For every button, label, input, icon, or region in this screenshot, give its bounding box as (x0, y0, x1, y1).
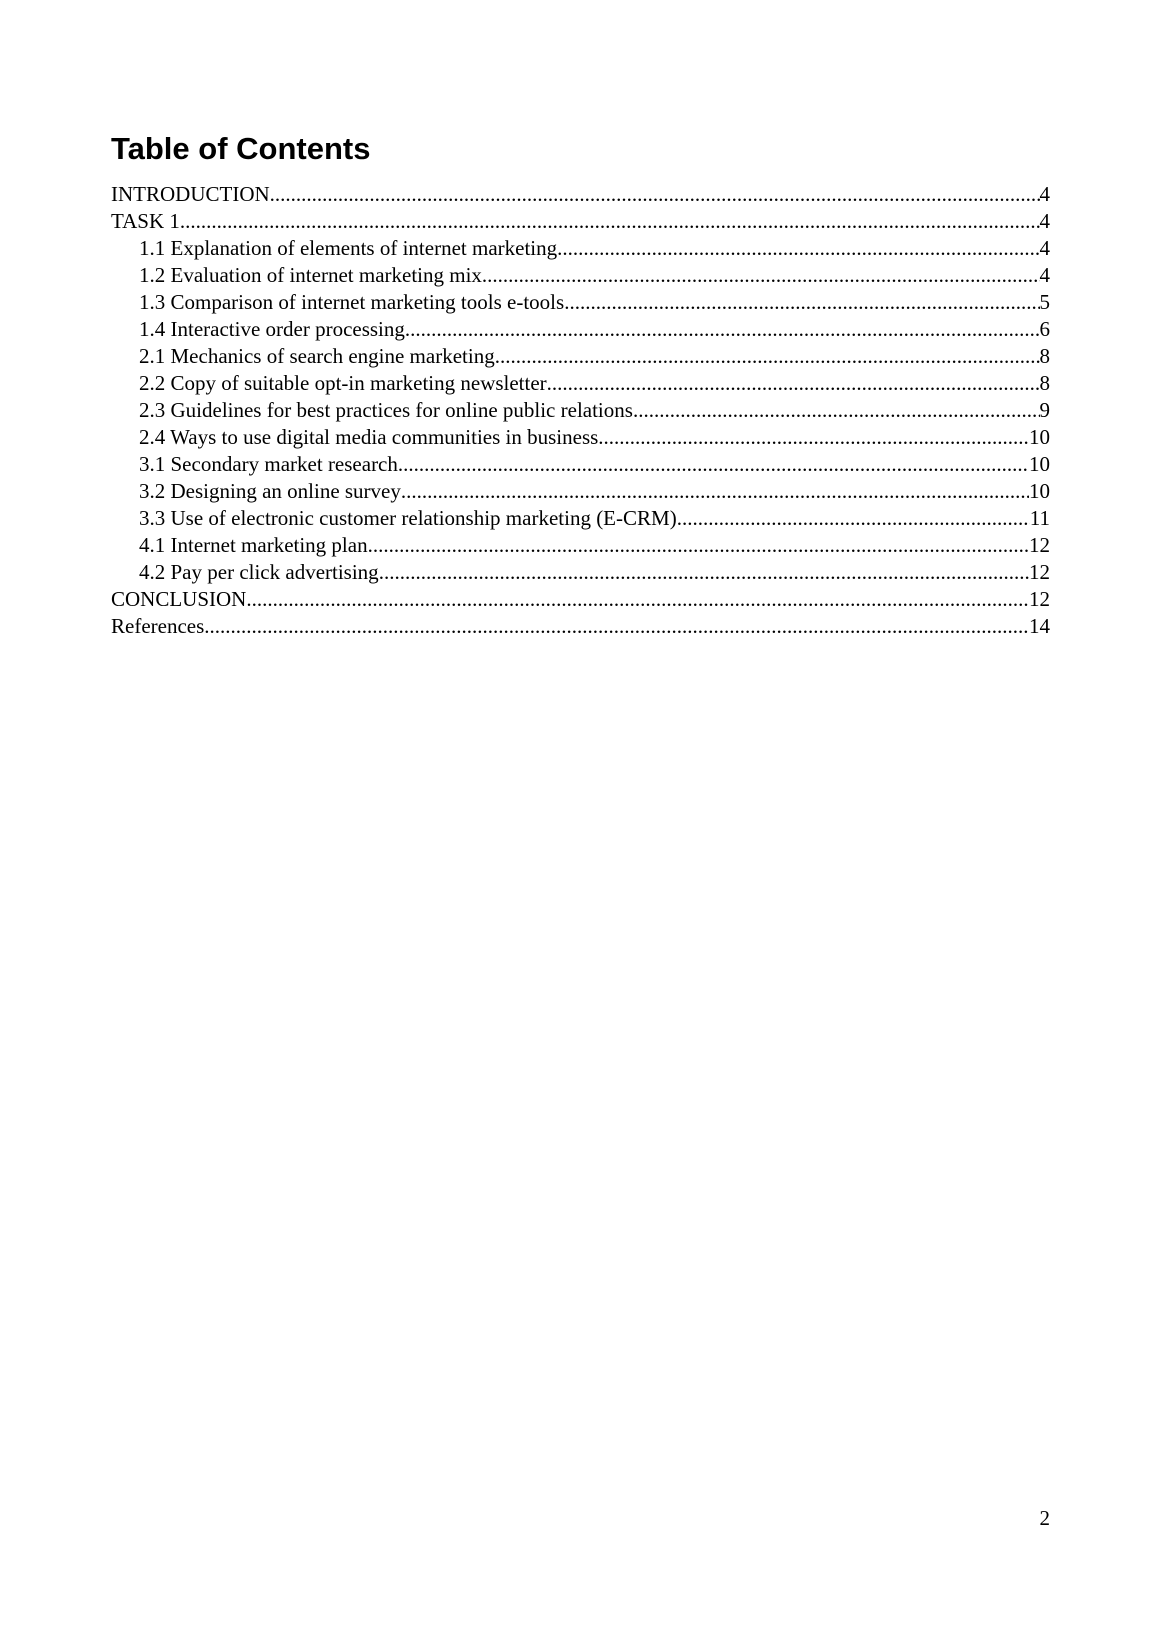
toc-entry-conclusion[interactable] (111, 586, 1050, 613)
toc-entry-page: 12 (1029, 533, 1050, 557)
toc-entry-text: 2.3 Guidelines for best practices for online public relations (139, 398, 633, 422)
toc-entry-2-1[interactable] (111, 343, 1050, 370)
toc-dot-leader (401, 478, 1029, 505)
toc-entry-2-4[interactable] (111, 424, 1050, 451)
toc-dot-leader (270, 181, 1040, 208)
toc-entry-text: TASK 1 (111, 209, 180, 233)
toc-dot-leader (379, 559, 1029, 586)
toc-entry-page: 10 (1029, 479, 1050, 503)
toc-dot-leader (368, 532, 1029, 559)
toc-entry-text: 1.3 Comparison of internet marketing tools e-tools (139, 290, 565, 314)
toc-entry-text: 4.1 Internet marketing plan (139, 533, 368, 557)
toc-dot-leader (598, 424, 1029, 451)
toc-entry-page: 5 (1039, 290, 1050, 314)
toc-entry-text: 3.2 Designing an online survey (139, 479, 401, 503)
toc-entry-3-2[interactable] (111, 478, 1050, 505)
toc-title: Table of Contents (111, 131, 371, 166)
toc-entry-1-2[interactable] (111, 262, 1050, 289)
toc-dot-leader (557, 235, 1039, 262)
toc-dot-leader (633, 397, 1040, 424)
toc-entry-text: 3.1 Secondary market research (139, 452, 398, 476)
toc-entry-page: 12 (1029, 560, 1050, 584)
toc-dot-leader (482, 262, 1040, 289)
toc-dot-leader (564, 289, 1039, 316)
page-number: 2 (1039, 1506, 1050, 1530)
toc-entry-text: 2.2 Copy of suitable opt-in marketing newsletter (139, 371, 547, 395)
toc-list (111, 181, 1050, 640)
toc-entry-2-3[interactable] (111, 397, 1050, 424)
toc-dot-leader (495, 343, 1040, 370)
toc-entry-page: 14 (1029, 614, 1050, 638)
toc-dot-leader (677, 505, 1030, 532)
toc-entry-page: 8 (1039, 344, 1050, 368)
toc-entry-text: 1.1 Explanation of elements of internet marketing (139, 236, 558, 260)
toc-entry-text: 1.2 Evaluation of internet marketing mix (139, 263, 482, 287)
toc-entry-page: 10 (1029, 452, 1050, 476)
toc-entry-2-2[interactable] (111, 370, 1050, 397)
toc-entry-page: 6 (1039, 317, 1050, 341)
toc-dot-leader (398, 451, 1029, 478)
toc-entry-page: 12 (1029, 587, 1050, 611)
toc-entry-introduction[interactable] (111, 181, 1050, 208)
toc-entry-3-3[interactable] (111, 505, 1050, 532)
toc-entry-text: 2.4 Ways to use digital media communities in business (139, 425, 599, 449)
toc-entry-page: 4 (1039, 209, 1050, 233)
toc-entry-text: References (111, 614, 205, 638)
toc-entry-text: 2.1 Mechanics of search engine marketing (139, 344, 495, 368)
toc-entry-1-3[interactable] (111, 289, 1050, 316)
toc-entry-text: CONCLUSION (111, 587, 247, 611)
toc-dot-leader (180, 208, 1040, 235)
toc-entry-text: 4.2 Pay per click advertising (139, 560, 379, 584)
toc-entry-text: INTRODUCTION (111, 182, 270, 206)
toc-entry-4-2[interactable] (111, 559, 1050, 586)
toc-entry-page: 8 (1039, 371, 1050, 395)
toc-entry-page: 11 (1029, 506, 1050, 530)
toc-entry-1-1[interactable] (111, 235, 1050, 262)
toc-entry-1-4[interactable] (111, 316, 1050, 343)
toc-dot-leader (246, 586, 1029, 613)
toc-dot-leader (204, 613, 1029, 640)
toc-entry-page: 4 (1039, 236, 1050, 260)
toc-dot-leader (405, 316, 1040, 343)
toc-dot-leader (547, 370, 1040, 397)
toc-entry-page: 9 (1039, 398, 1050, 422)
toc-entry-page: 10 (1029, 425, 1050, 449)
toc-entry-task-1[interactable] (111, 208, 1050, 235)
toc-entry-page: 4 (1039, 182, 1050, 206)
toc-entry-3-1[interactable] (111, 451, 1050, 478)
toc-entry-references[interactable] (111, 613, 1050, 640)
toc-entry-page: 4 (1039, 263, 1050, 287)
toc-entry-text: 3.3 Use of electronic customer relationship marketing (E-CRM) (139, 506, 677, 530)
toc-entry-text: 1.4 Interactive order processing (139, 317, 405, 341)
toc-entry-4-1[interactable] (111, 532, 1050, 559)
